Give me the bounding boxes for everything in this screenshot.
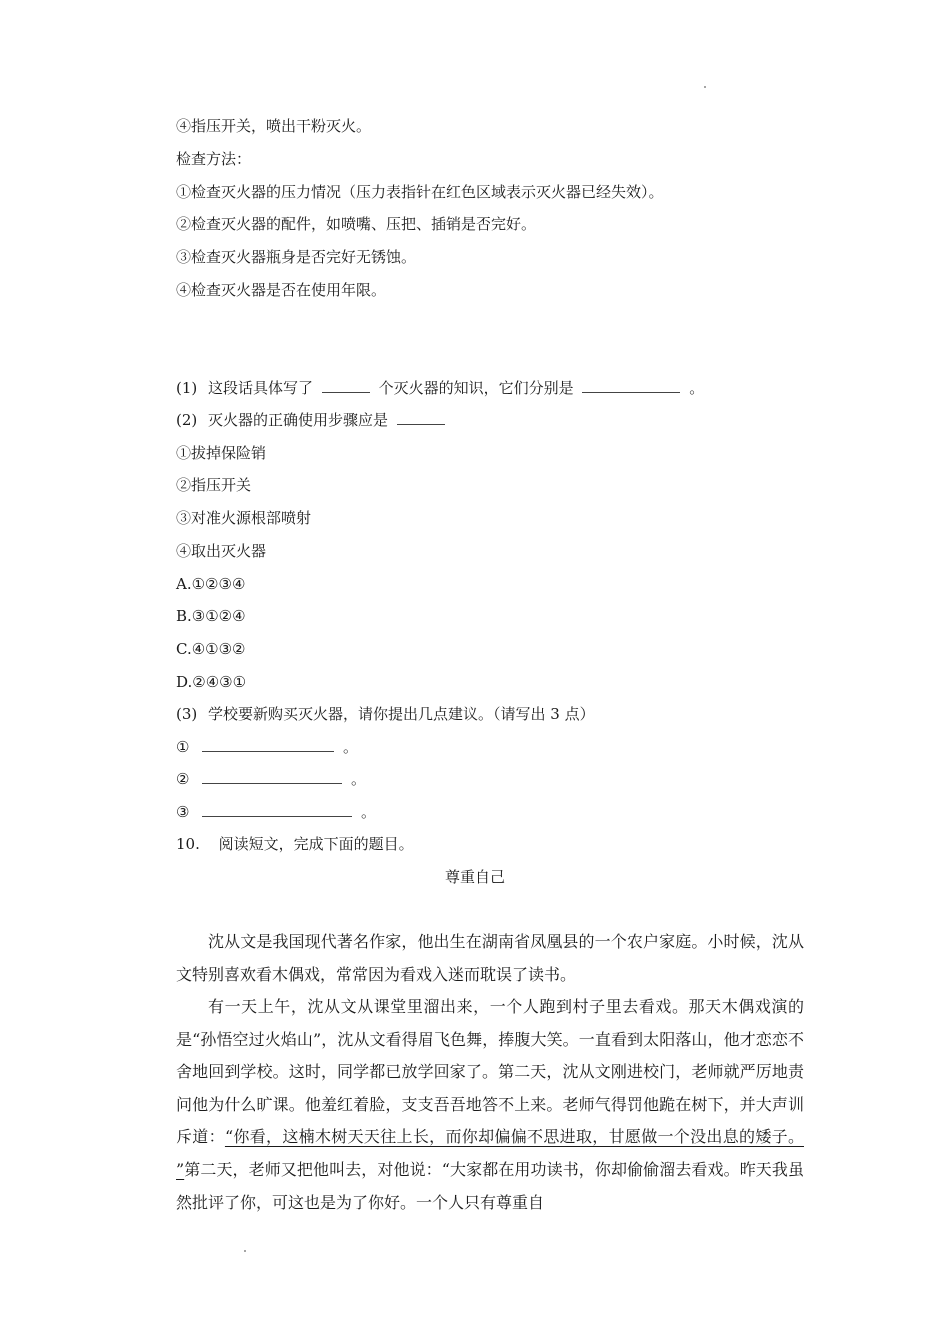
question-2 [176, 410, 449, 430]
question-10 [176, 834, 414, 854]
paragraph-text: 有一天上午，沈从文从课堂里溜出来，一个人跑到村子里去看戏。那天木偶戏演的是“孙悟空过火焰山”，沈从文看得眉飞色舞，捧腹大笑。一直看到太阳落山，他才恋恋不舍地回到学校。这时，同学都已放学回家了。第二天，沈从文刚进校门，老师就严厉地责问他为什么旷课。他羞红着脸，支支吾吾地答不上来。老师气得罚他跪在树下，并大声训斥道： [176, 997, 804, 1147]
option-a[interactable]: A.①②③④ [176, 575, 246, 593]
scan-dot [704, 86, 706, 88]
paragraph-text: 第二天，老师又把他叫去，对他说：“大家都在用功读书，你却偷偷溜去看戏。昨天我虽然批评了你，可这也是为了你好。一个人只有尊重自 [176, 1159, 804, 1212]
option-c[interactable]: C.④①③② [176, 640, 246, 658]
suggestion-3 [176, 802, 376, 822]
question-text: 这段话具体写了 [208, 379, 314, 397]
suggestion-marker: ② [176, 770, 190, 788]
question-text: 阅读短文，完成下面的题目。 [218, 835, 414, 853]
suggestion-marker: ③ [176, 803, 190, 821]
answer-blank[interactable] [202, 769, 342, 784]
answer-blank[interactable] [202, 802, 352, 817]
scan-dot [244, 1250, 246, 1252]
suggestion-end: 。 [361, 803, 377, 821]
step-item-1: ①拔掉保险销 [176, 444, 267, 462]
question-number: (2) [176, 411, 198, 429]
suggestion-2 [176, 769, 366, 789]
check-item-1: ①检查灭火器的压力情况（压力表指针在红色区域表示灭火器已经失效）。 [176, 183, 664, 201]
answer-blank[interactable] [397, 410, 445, 425]
question-text: 学校要新购买灭火器，请你提出几点建议。（请写出 3 点） [208, 705, 595, 723]
question-number: (1) [176, 379, 198, 397]
usage-step-4: ④指压开关，喷出干粉灭火。 [176, 117, 372, 135]
suggestion-end: 。 [343, 738, 359, 756]
step-item-2: ②指压开关 [176, 476, 252, 494]
underlined-quote: “你看，这楠木树天天往上长，而你却偏偏不思进取，甘愿做一个没出息的矮子。 ” [176, 1127, 804, 1179]
question-text: 个灭火器的知识，它们分别是 [378, 379, 574, 397]
answer-blank[interactable] [322, 378, 370, 393]
step-item-4: ④取出灭火器 [176, 542, 267, 560]
question-3 [176, 704, 595, 724]
article-title: 尊重自己 [444, 868, 505, 886]
question-text: 灭火器的正确使用步骤应是 [208, 411, 389, 429]
question-number: (3) [176, 705, 198, 723]
suggestion-1 [176, 737, 358, 757]
answer-blank[interactable] [582, 378, 680, 393]
check-item-4: ④检查灭火器是否在使用年限。 [176, 281, 387, 299]
suggestion-marker: ① [176, 738, 190, 756]
step-item-3: ③对准火源根部喷射 [176, 509, 312, 527]
article-paragraph-2 [176, 991, 804, 1219]
check-heading: 检查方法： [176, 150, 252, 168]
check-item-2: ②检查灭火器的配件，如喷嘴、压把、插销是否完好。 [176, 215, 537, 233]
question-number: 10. [176, 835, 200, 853]
option-b[interactable]: B.③①②④ [176, 607, 246, 625]
answer-blank[interactable] [202, 737, 334, 752]
article-paragraph-1: 沈从文是我国现代著名作家，他出生在湖南省凤凰县的一个农户家庭。小时候，沈从文特别喜欢看木偶戏，常常因为看戏入迷而耽误了读书。 [176, 932, 804, 984]
question-end: 。 [689, 379, 705, 397]
check-item-3: ③检查灭火器瓶身是否完好无锈蚀。 [176, 248, 417, 266]
suggestion-end: 。 [351, 770, 367, 788]
option-d[interactable]: D.②④③① [176, 673, 247, 691]
question-1 [176, 378, 704, 398]
